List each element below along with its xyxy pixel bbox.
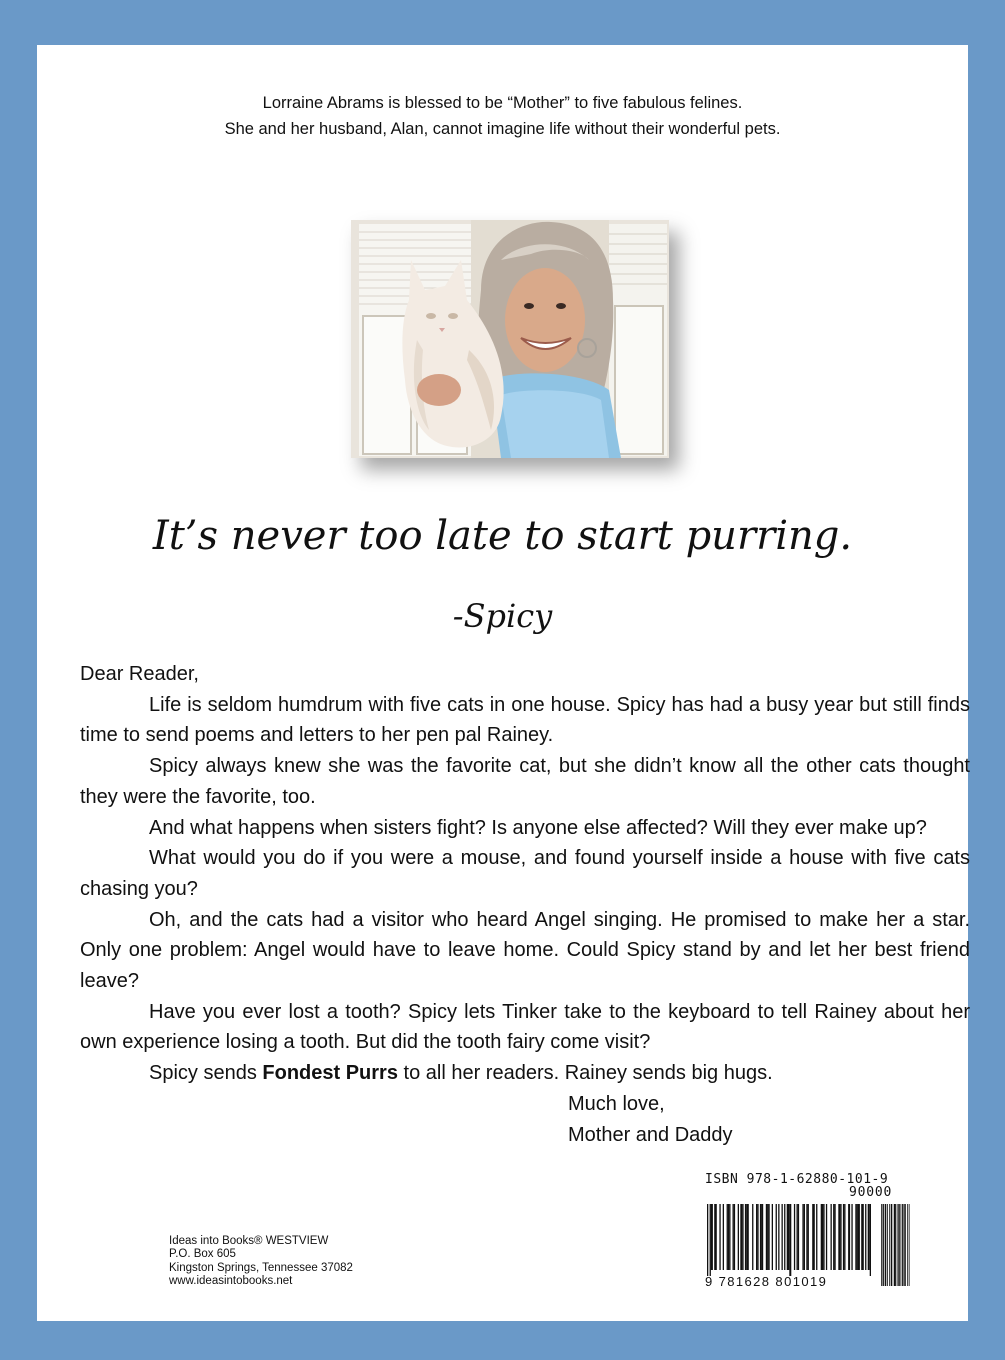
publisher-name: Ideas into Books® WESTVIEW	[169, 1235, 329, 1247]
addon-bar	[887, 1204, 888, 1286]
barcode-bar	[748, 1204, 749, 1270]
barcode-bar	[762, 1204, 763, 1270]
barcode-bar	[719, 1204, 720, 1270]
addon-bar	[909, 1204, 910, 1286]
addon-bar	[904, 1204, 905, 1286]
addon-bar	[886, 1204, 887, 1286]
barcode-bar	[851, 1204, 852, 1270]
barcode-bar	[767, 1204, 768, 1270]
barcode-bar	[714, 1204, 715, 1270]
barcode-bar	[797, 1204, 798, 1270]
letter-paragraph-5: Oh, and the cats had a visitor who heard Angel singing. He promised to make her a star. Only one problem: Angel would have to leave home. Could Spicy stand by and let her best friend leave?	[80, 908, 970, 993]
letter-signature: Mother and Daddy	[568, 1123, 733, 1146]
barcode-bar	[768, 1204, 769, 1270]
barcode-bar	[756, 1204, 757, 1270]
barcode-bar	[729, 1204, 730, 1270]
letter-paragraph-2: Spicy always knew she was the favorite cat, but she didn’t know all the other cats thought they were the favorite, too.	[80, 755, 970, 808]
price-code: 90000	[849, 1185, 893, 1200]
barcode-bar	[787, 1204, 788, 1270]
barcode-bar	[843, 1204, 844, 1270]
barcode-bar	[727, 1204, 728, 1270]
barcode-bar	[734, 1204, 735, 1270]
addon-bar	[883, 1204, 884, 1286]
quote-text: It’s never too late to start purring.	[152, 513, 853, 559]
barcode-bar	[870, 1204, 871, 1276]
barcode-bar	[776, 1204, 777, 1270]
addon-bar	[898, 1204, 899, 1286]
addon-bar	[891, 1204, 892, 1286]
isbn-barcode	[701, 1170, 911, 1300]
barcode-bar	[868, 1204, 870, 1270]
addon-bar	[881, 1204, 882, 1286]
fondest-purrs-title: Fondest Purrs	[262, 1062, 398, 1085]
barcode-bar	[772, 1204, 773, 1270]
letter-paragraph-1: Life is seldom humdrum with five cats in one house. Spicy has had a busy year but still finds time to send poems and letters to her pen pal Rainey.	[80, 693, 970, 747]
barcode-bar	[757, 1204, 758, 1270]
barcode-bar	[723, 1204, 724, 1270]
barcode-bar	[833, 1204, 834, 1270]
barcode-bar	[823, 1204, 824, 1270]
addon-bar	[885, 1204, 886, 1286]
addon-bar	[902, 1204, 903, 1286]
barcode-bar	[812, 1204, 813, 1270]
barcode-bar	[752, 1204, 753, 1270]
barcode-bar	[826, 1204, 827, 1270]
letter-paragraph-6: Have you ever lost a tooth? Spicy lets Tinker take to the keyboard to tell Rainey about her own experience losing a tooth. But did the tooth fairy come visit?	[80, 1000, 970, 1054]
barcode-bar	[794, 1204, 795, 1270]
barcode-bar	[784, 1204, 785, 1270]
barcode-bar	[789, 1204, 791, 1276]
barcode-bar	[707, 1204, 708, 1276]
publisher-city: Kingston Springs, Tennessee 37082	[169, 1261, 353, 1274]
author-photo	[351, 220, 669, 458]
barcode-bar	[711, 1204, 713, 1270]
barcode-bar	[861, 1204, 862, 1270]
addon-bar	[894, 1204, 895, 1286]
barcode-bar	[863, 1204, 864, 1270]
addon-bar	[895, 1204, 896, 1286]
barcode-bar	[738, 1204, 739, 1270]
barcode-bar	[831, 1204, 832, 1270]
addon-bar	[901, 1204, 902, 1286]
barcode-bar	[806, 1204, 807, 1270]
barcode-bar	[740, 1204, 742, 1270]
barcode-bar	[716, 1204, 717, 1270]
barcode-bar	[742, 1204, 743, 1270]
barcode-bar	[848, 1204, 850, 1270]
addon-bar	[883, 1204, 884, 1286]
letter-closing: Much love,	[568, 1092, 665, 1115]
publisher-po-box: P.O. Box 605	[169, 1248, 236, 1261]
barcode-bar	[816, 1204, 817, 1270]
letter-paragraph-7-start: Spicy sends	[149, 1062, 263, 1085]
author-bio-line-2: She and her husband, Alan, cannot imagine life without their wonderful pets.	[224, 120, 781, 138]
addon-bar	[899, 1204, 900, 1286]
barcode-bar	[746, 1204, 747, 1270]
barcode-bar	[821, 1204, 822, 1270]
back-cover-page	[37, 45, 968, 1321]
publisher-website: www.ideasintobooks.net	[169, 1274, 293, 1287]
barcode-bar	[865, 1204, 866, 1270]
addon-bar	[897, 1204, 898, 1286]
author-with-cat-image	[351, 220, 669, 458]
barcode-bar	[808, 1204, 809, 1270]
letter-salutation: Dear Reader,	[80, 663, 199, 685]
addon-bar	[903, 1204, 904, 1286]
barcode-bar	[857, 1204, 858, 1270]
barcode-bar	[788, 1204, 789, 1270]
barcode-bar	[710, 1204, 711, 1276]
barcode-bar	[814, 1204, 815, 1270]
barcode-bar	[855, 1204, 856, 1270]
barcode-bar	[838, 1204, 840, 1270]
barcode-bar	[844, 1204, 845, 1270]
barcode-bar	[782, 1204, 783, 1270]
letter-paragraph-3: And what happens when sisters fight? Is anyone else affected? Will they ever make up?	[149, 816, 927, 839]
publisher-info	[169, 1235, 353, 1288]
barcode-bar	[766, 1204, 767, 1270]
addon-bar	[907, 1204, 908, 1286]
letter-paragraph-4: What would you do if you were a mouse, and found yourself inside a house with five cats chasing you?	[80, 847, 970, 900]
addon-bar	[892, 1204, 893, 1286]
barcode-bar	[840, 1204, 841, 1270]
barcode-bar	[804, 1204, 805, 1270]
barcode-bar	[822, 1204, 823, 1270]
barcode-bar	[858, 1204, 860, 1270]
barcode-bar	[760, 1204, 762, 1270]
author-bio-line-1: Lorraine Abrams is blessed to be “Mother” to five fabulous felines.	[262, 94, 743, 112]
addon-bar	[889, 1204, 890, 1286]
barcode-bar	[778, 1204, 779, 1270]
barcode-bar	[733, 1204, 734, 1270]
addon-bar	[895, 1204, 896, 1286]
letter-paragraph-7-end: to all her readers. Rainey sends big hugs.	[397, 1062, 773, 1085]
barcode-bar	[745, 1204, 746, 1270]
ean-digits: 9 781628 801019	[705, 1274, 828, 1289]
letter-paragraph-7	[80, 1058, 970, 1089]
author-bio	[37, 90, 968, 142]
barcode-bar	[802, 1204, 803, 1270]
letter-to-reader	[80, 659, 970, 1150]
isbn-label: ISBN 978-1-62880-101-9	[705, 1172, 889, 1187]
barcode-bar	[798, 1204, 799, 1270]
addon-bar	[905, 1204, 906, 1286]
barcode-bar	[834, 1204, 835, 1270]
quote-attribution: -Spicy	[452, 597, 553, 635]
barcode-bar	[728, 1204, 729, 1270]
